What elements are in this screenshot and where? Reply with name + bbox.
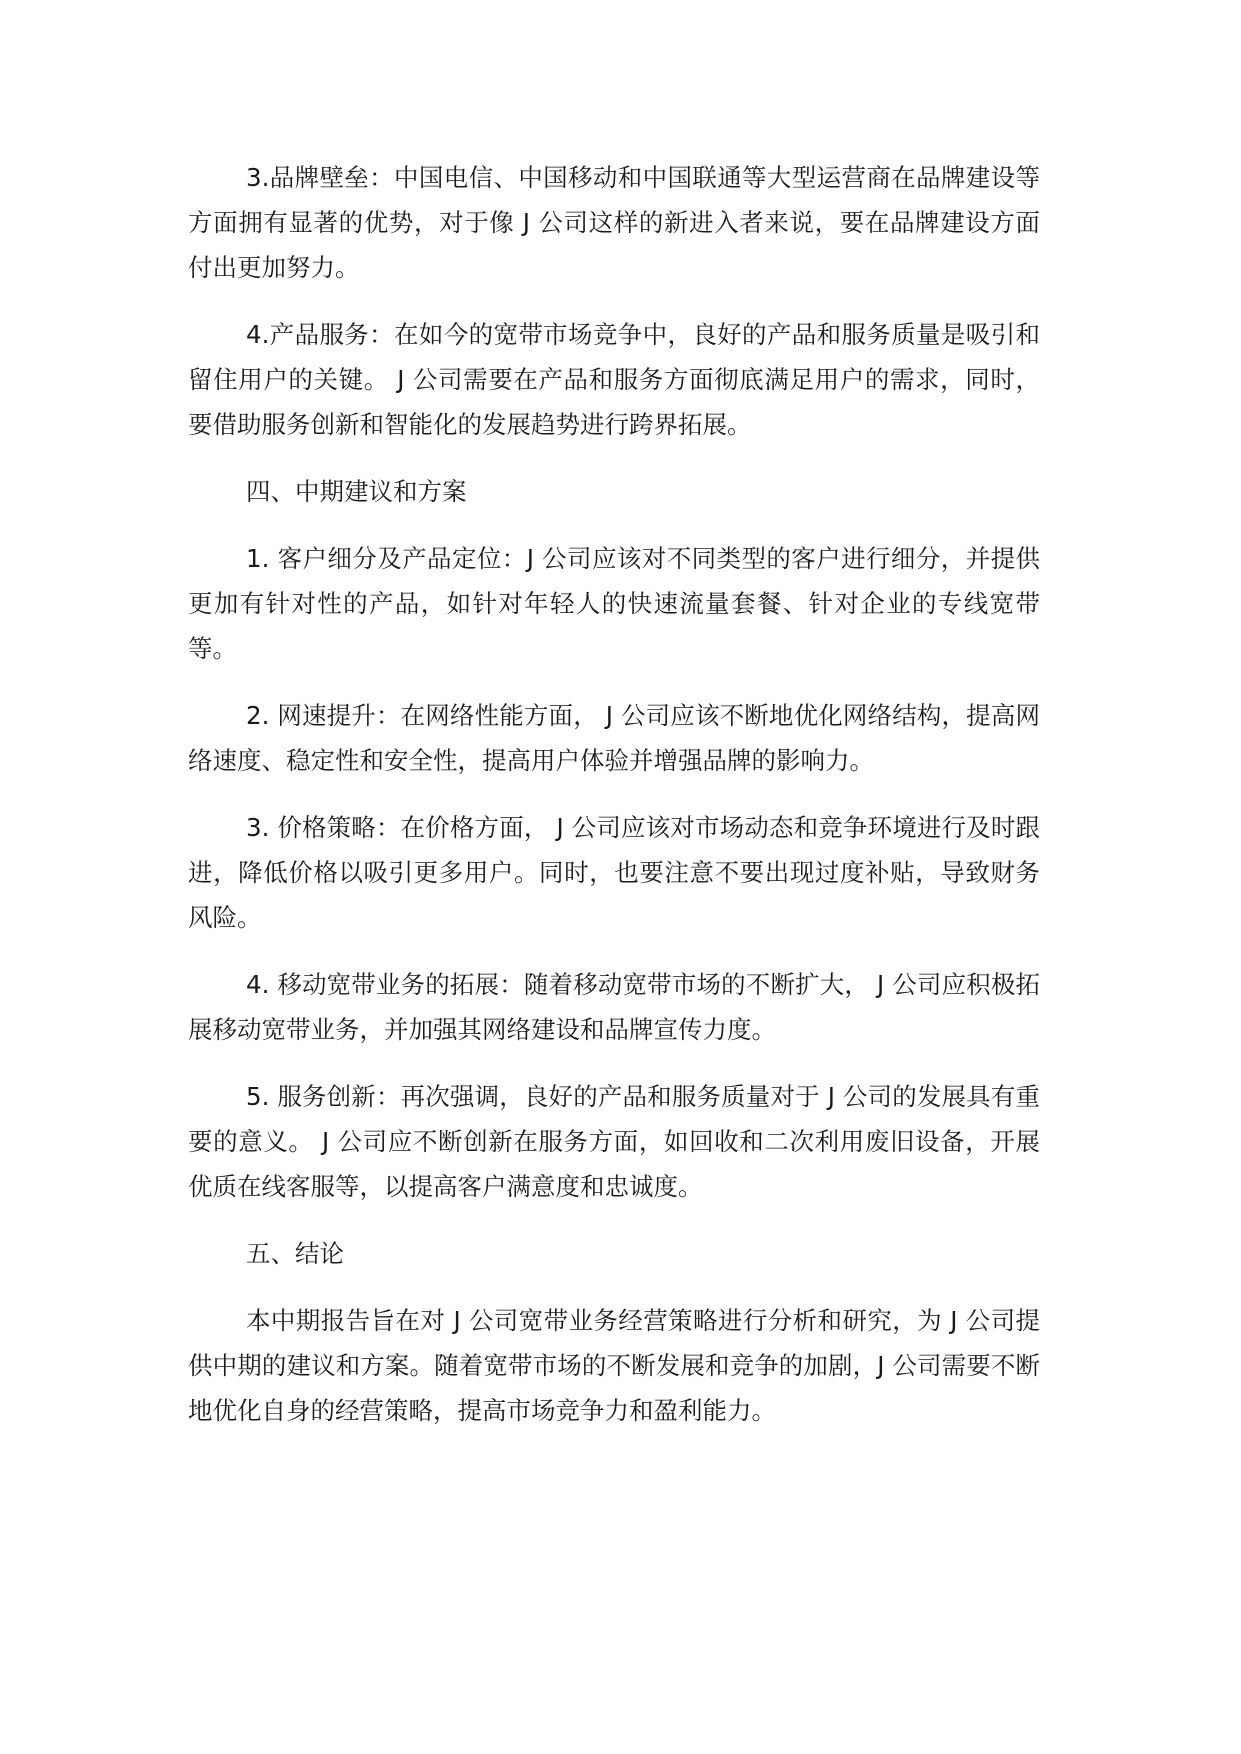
- paragraph-conclusion: 本中期报告旨在对 J 公司宽带业务经营策略进行分析和研究，为 J 公司提供中期的建议和方案。随着宽带市场的不断发展和竞争的加剧，J 公司需要不断地优化自身的经营策略，提高市场竞争力和盈利能力。: [188, 1306, 1040, 1425]
- paragraph-network-speed: 2. 网速提升：在网络性能方面， J 公司应该不断地优化网络结构，提高网络速度、稳定性和安全性，提高用户体验并增强品牌的影响力。: [188, 701, 1040, 775]
- document-body: [188, 155, 1040, 1455]
- section-heading-conclusion: 五、结论: [246, 1239, 344, 1268]
- paragraph-product-service: 4.产品服务：在如今的宽带市场竞争中，良好的产品和服务质量是吸引和留住用户的关键。 J 公司需要在产品和服务方面彻底满足用户的需求，同时，要借助服务创新和智能化的发展趋势进行跨界拓展。: [188, 320, 1040, 439]
- paragraph-service-innovation: 5. 服务创新：再次强调，良好的产品和服务质量对于 J 公司的发展具有重要的意义。 J 公司应不断创新在服务方面，如回收和二次利用废旧设备，开展优质在线客服等，以提高客户满意度和忠诚度。: [188, 1082, 1040, 1201]
- paragraph-mobile-broadband: 4. 移动宽带业务的拓展：随着移动宽带市场的不断扩大， J 公司应积极拓展移动宽带业务，并加强其网络建设和品牌宣传力度。: [188, 970, 1040, 1044]
- section-heading-midterm-suggestions: 四、中期建议和方案: [246, 477, 467, 506]
- paragraph-pricing-strategy: 3. 价格策略：在价格方面， J 公司应该对市场动态和竞争环境进行及时跟进，降低价格以吸引更多用户。同时，也要注意不要出现过度补贴，导致财务风险。: [188, 813, 1040, 932]
- paragraph-brand-barrier: 3.品牌壁垒：中国电信、中国移动和中国联通等大型运营商在品牌建设等方面拥有显著的优势，对于像 J 公司这样的新进入者来说，要在品牌建设方面付出更加努力。: [188, 163, 1040, 282]
- paragraph-customer-segmentation: 1. 客户细分及产品定位：J 公司应该对不同类型的客户进行细分，并提供更加有针对性的产品，如针对年轻人的快速流量套餐、针对企业的专线宽带等。: [188, 544, 1040, 663]
